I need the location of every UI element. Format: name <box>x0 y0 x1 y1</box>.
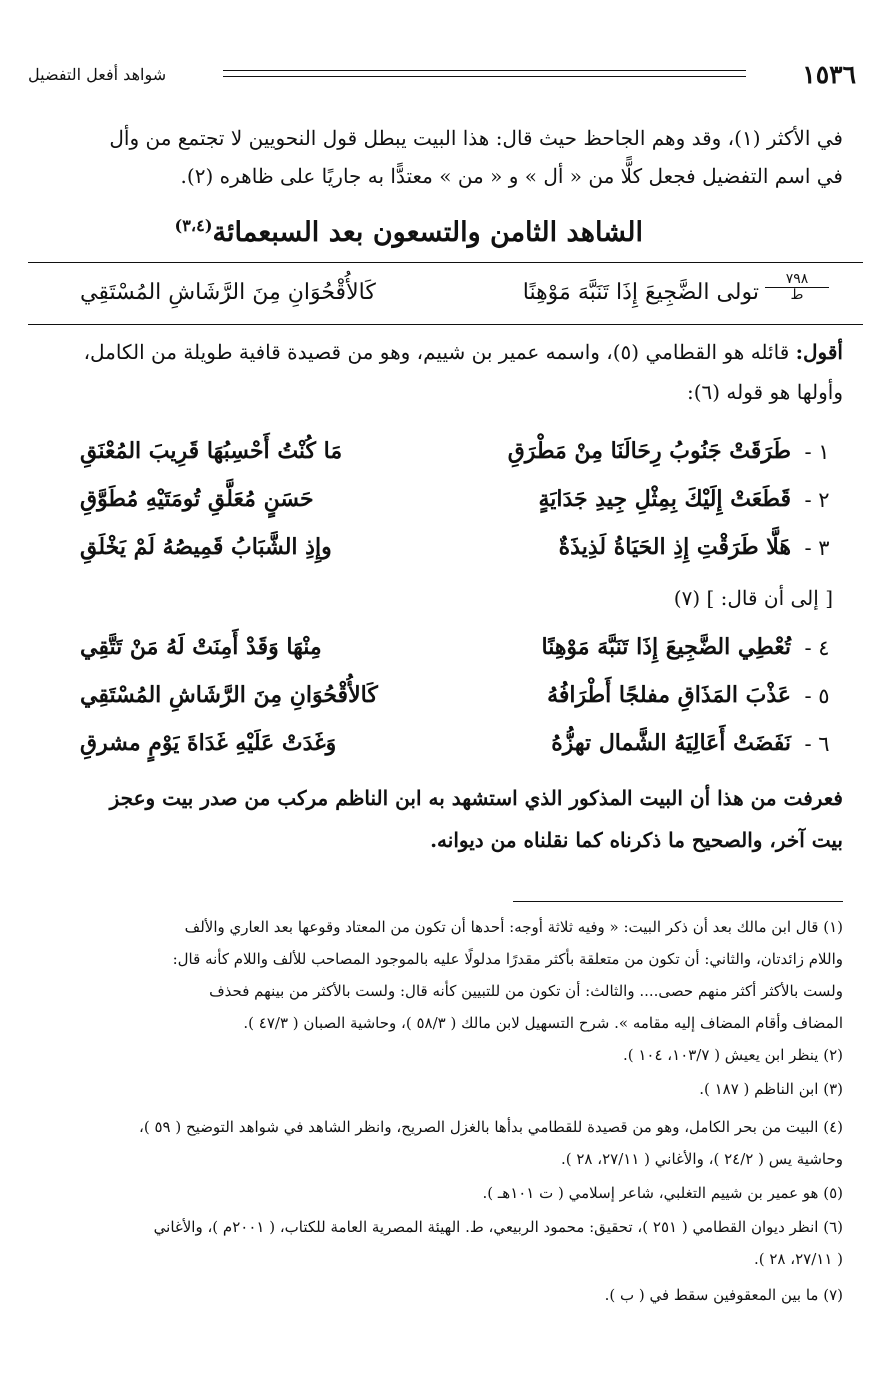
footnote-line: واللام زائدتان، والثاني: أن تكون من متعلقة بأكثر مقدرًا مدلولًا عليه بالموجود المصاحب للألف واللام كأنه قال: <box>172 950 843 968</box>
verse-bottom-rule <box>28 324 863 325</box>
paragraph-1-line-2: في اسم التفضيل فجعل كلًّا من « أل » و « من » معتدًّا به جاريًا على ظاهره (٢). <box>180 164 843 188</box>
poem-line-sadr: نَفَضَتْ أَعَالِيَهُ الشَّمال تهزُّهُ <box>551 730 791 756</box>
footnote-line: المضاف وأقام المضاف إليه مقامه ». شرح التسهيل لابن مالك ( ٥٨/٣ )، وحاشية الصبان ( ٤٧/٣ ). <box>243 1014 843 1032</box>
main-verse-ajz: كَالأُقْحُوَانِ مِنَ الرَّشَاشِ المُسْتَقِي <box>80 280 376 305</box>
footnote-line: ( ٢٧/١١، ٢٨ ). <box>753 1250 843 1268</box>
footnote-line: (٥) هو عمير بن شييم التغلبي، شاعر إسلامي ( ت ١٠١هـ ). <box>482 1184 843 1202</box>
poem-line-sadr: هَلَّا طَرَقْتِ إِذِ الحَيَاةُ لَذِيذَةٌ <box>558 534 791 560</box>
poem-line-sadr: تُعْطِي الضَّجِيعَ إِذَا تَنَبَّهَ مَوْهِنًا <box>541 634 791 660</box>
footnote-line: ولست بالأكثر أكثر منهم حصى.... والثالث: أن تكون من للتبيين كأنه قال: ولست بالأكثر من بينهم فحذف <box>209 982 843 1000</box>
poem-line-ajz: كَالأُقْحُوَانِ مِنَ الرَّشَاشِ المُسْتَقِي <box>80 682 378 708</box>
paragraph-2-line-2: وأولها هو قوله (٦): <box>686 380 843 404</box>
poem-line-number: ١ - <box>804 440 830 464</box>
header-double-rule <box>223 70 746 77</box>
footnote-line: (٢) ينظر ابن يعيش ( ١٠٣/٧، ١٠٤ ). <box>622 1046 843 1064</box>
footnote-line: (٣) ابن الناظم ( ١٨٧ ). <box>699 1080 843 1098</box>
poem-line-number: ٤ - <box>804 636 830 660</box>
verse-top-rule <box>28 262 863 263</box>
verse-number <box>765 272 829 303</box>
paragraph-3-line-2: بيت آخر، والصحيح ما ذكرناه كما نقلناه من ديوانه. <box>430 828 843 852</box>
poem-line-number: ٦ - <box>804 732 830 756</box>
paragraph-1-line-1: في الأكثر (١)، وقد وهم الجاحظ حيث قال: هذا البيت يبطل قول النحويين لا تجتمع من وأل <box>109 126 843 150</box>
verse-number-value: ٧٩٨ <box>765 272 829 288</box>
poem-line-number: ٥ - <box>804 684 830 708</box>
heading-text: الشاهد الثامن والتسعون بعد السبعمائة <box>212 217 643 248</box>
poem-line-ajz: حَسَنٍ مُعَلَّقِ تُومَتَيْهِ مُطَوَّقِ <box>80 486 314 512</box>
poem-line-ajz: وَغَدَتْ عَلَيْهِ غَدَاةَ يَوْمٍ مشرقِ <box>80 730 337 756</box>
footnote-line: (٦) انظر ديوان القطامي ( ٢٥١ )، تحقيق: محمود الربيعي، ط. الهيئة المصرية العامة للكتاب، ( ٢٠٠١م )، والأغاني <box>153 1218 843 1236</box>
running-title: شواهد أفعل التفضيل <box>28 65 167 84</box>
footnote-line: (٧) ما بين المعقوفين سقط في ( ب ). <box>604 1286 843 1304</box>
running-header <box>28 58 856 92</box>
footnote-line: (١) قال ابن مالك بعد أن ذكر البيت: « وفيه ثلاثة أوجه: أحدها أن تكون من المعتاد وقوعها بعد العاري والألف <box>184 918 843 936</box>
paragraph-2-line-1 <box>84 340 843 364</box>
poem-line-ajz: مِنْهَا وَقَدْ أَمِنَتْ لَهُ مَنْ تَتَّقِي <box>80 634 322 660</box>
main-verse-sadr: تولى الضَّجِيعَ إِذَا تَنَبَّهَ مَوْهِنًا <box>522 280 759 305</box>
poem-line-ajz: وإِذِ الشَّبَابُ قَمِيصُهُ لَمْ يَخْلَقِ <box>80 534 332 560</box>
aqool-label: أقول: <box>795 340 843 364</box>
poem-line-number: ٢ - <box>804 488 830 512</box>
page-number: ١٥٣٦ <box>802 60 856 89</box>
paragraph-2-text: قائله هو القطامي (٥)، واسمه عمير بن شييم، وهو من قصيدة قافية طويلة من الكامل، <box>83 340 790 364</box>
section-heading <box>175 216 643 248</box>
poem-line-number: ٣ - <box>804 536 830 560</box>
verse-number-mark: ط <box>790 287 804 303</box>
paragraph-3-line-1: فعرفت من هذا أن البيت المذكور الذي استشهد به ابن الناظم مركب من صدر بيت وعجز <box>109 786 843 810</box>
poem-line-sadr: عَذْبَ المَذَاقِ مفلجًا أَطْرَافُهُ <box>547 682 791 708</box>
heading-footnote-ref: (٣،٤) <box>174 216 213 235</box>
poem-line-sadr: قَطَعَتْ إِلَيْكَ بِمِثْلِ جِيدِ جَدَايَةٍ <box>538 486 791 512</box>
footnote-line: وحاشية يس ( ٢٤/٢ )، والأغاني ( ٢٧/١١، ٢٨ ). <box>560 1150 843 1168</box>
poem-line-ajz: مَا كُنْتُ أَحْسِبُهَا قَرِيبَ المُعْنَقِ <box>80 438 343 464</box>
poem-line-sadr: طَرَقَتْ جَنُوبُ رِحَالَنَا مِنْ مَطْرَقِ <box>507 438 791 464</box>
ila-an-qal: [ إلى أن قال: ] (٧) <box>673 586 833 610</box>
footnote-line: (٤) البيت من بحر الكامل، وهو من قصيدة للقطامي بدأها بالغزل الصريح، وانظر الشاهد في شواهد التوضيح ( ٥٩ )، <box>139 1118 843 1136</box>
footnote-separator <box>513 901 843 902</box>
